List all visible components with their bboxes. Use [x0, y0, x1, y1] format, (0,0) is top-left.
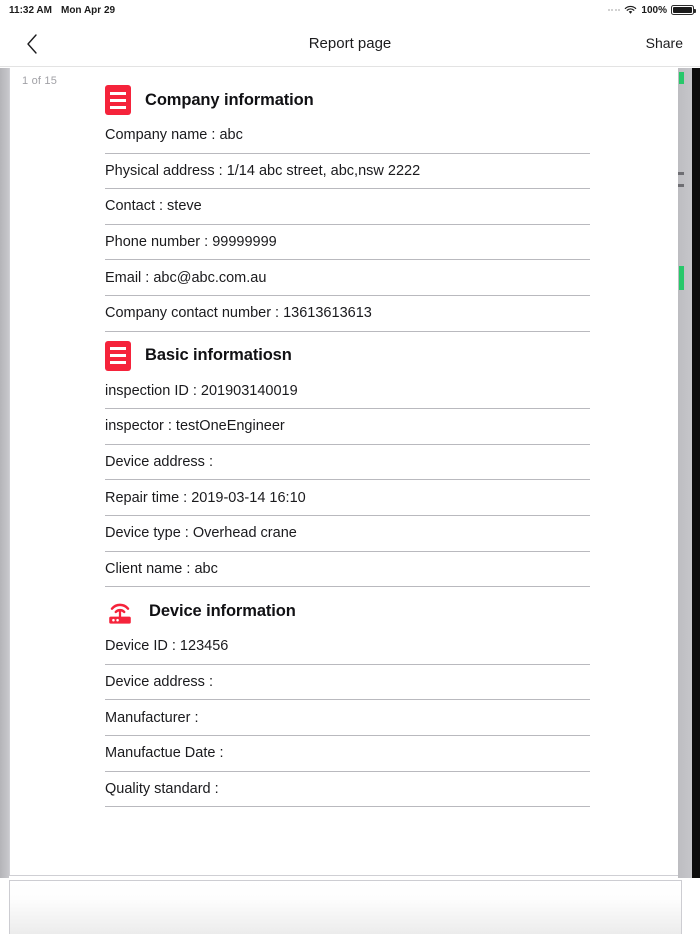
page-thumbnail-tray[interactable]	[9, 880, 682, 934]
status-time: 11:32 AM	[9, 4, 52, 16]
field-row	[105, 260, 590, 296]
section-header	[105, 338, 590, 374]
right-scroll-rail[interactable]	[678, 68, 692, 878]
field-text: Quality standard :	[105, 780, 219, 797]
field-text: Manufacturer :	[105, 709, 199, 726]
status-date: Mon Apr 29	[60, 4, 116, 16]
field-row	[105, 700, 590, 736]
list-icon	[105, 341, 131, 371]
field-row	[105, 296, 590, 332]
field-row	[105, 409, 590, 445]
field-row	[105, 480, 590, 516]
router-icon	[105, 596, 135, 626]
field-row	[105, 516, 590, 552]
field-text: Email : abc@abc.com.au	[105, 269, 267, 286]
field-row	[105, 118, 590, 154]
page-counter: 1 of 15	[22, 75, 58, 87]
report-page-sheet	[9, 68, 682, 876]
field-text: Device type : Overhead crane	[105, 525, 297, 542]
field-text: Repair time : 2019-03-14 16:10	[105, 489, 306, 506]
document-viewer	[0, 68, 700, 934]
section-title: Device information	[149, 601, 296, 620]
field-text: Phone number : 99999999	[105, 234, 277, 251]
field-row	[105, 629, 590, 665]
field-row	[105, 772, 590, 808]
field-text: Physical address : 1/14 abc street, abc,nsw 2222	[105, 162, 421, 179]
field-row	[105, 189, 590, 225]
field-text: Client name : abc	[105, 560, 218, 577]
field-text: Contact : steve	[105, 198, 202, 215]
field-text: Device address :	[105, 674, 213, 691]
status-bar-right	[608, 0, 694, 20]
section-header	[105, 593, 590, 629]
field-row	[105, 552, 590, 588]
page-title: Report page	[308, 35, 392, 52]
scroll-tick-lower	[678, 184, 684, 187]
field-text: Device address :	[105, 454, 213, 471]
status-bar	[0, 0, 700, 20]
field-row	[105, 154, 590, 190]
section-title: Basic informatiosn	[145, 346, 292, 365]
scroll-thumb-top[interactable]	[679, 72, 684, 84]
section-header	[105, 82, 590, 118]
field-text: Manufactue Date :	[105, 745, 224, 762]
battery-full-icon	[671, 5, 694, 15]
battery-percent-label: 100%	[641, 4, 667, 16]
section-title: Company information	[145, 90, 314, 109]
status-bar-left	[0, 5, 115, 16]
wifi-icon	[624, 5, 637, 15]
field-text: inspection ID : 201903140019	[105, 382, 298, 399]
viewer-right-edge	[692, 68, 700, 878]
field-row	[105, 374, 590, 410]
scroll-tick-upper	[678, 172, 684, 175]
navigation-bar	[0, 20, 700, 67]
field-row	[105, 225, 590, 261]
field-row	[105, 445, 590, 481]
left-scroll-rail[interactable]	[0, 68, 9, 878]
scroll-thumb-middle[interactable]	[679, 266, 684, 290]
share-button[interactable]: Share	[645, 35, 683, 51]
field-text: Company contact number : 13613613613	[105, 305, 372, 322]
field-text: inspector : testOneEngineer	[105, 418, 285, 435]
field-row	[105, 736, 590, 772]
signal-dots-icon	[608, 9, 621, 11]
list-icon	[105, 85, 131, 115]
report-content	[105, 82, 590, 807]
field-row	[105, 665, 590, 701]
field-text: Device ID : 123456	[105, 638, 229, 655]
field-text: Company name : abc	[105, 127, 243, 144]
